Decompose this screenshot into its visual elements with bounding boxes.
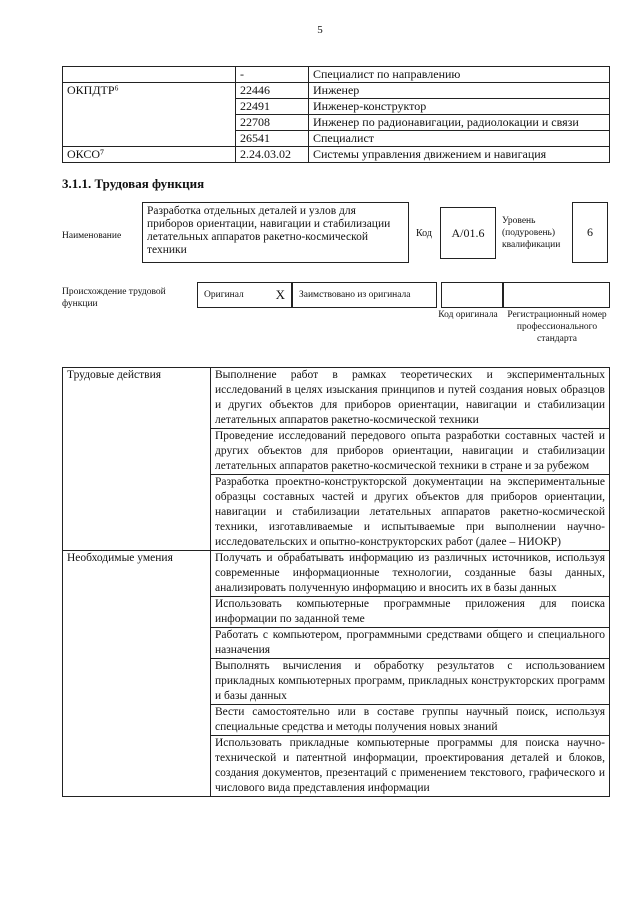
code-cell: 22491 — [236, 99, 309, 115]
registration-number-caption: Регистрационный номер профессионального стандарта — [507, 310, 607, 344]
function-details-table — [62, 367, 610, 797]
codes-table — [62, 66, 610, 163]
labor-action: Проведение исследований передового опыта разработки составных частей и других объектов для приборов ориентации, навигации и стабилизации летательных аппаратов ракетно-космической техники в стране и за рубежом — [211, 429, 610, 475]
original-code-cell — [441, 282, 503, 308]
required-skill: Получать и обрабатывать информацию из различных источников, используя современные информационные технологии, созданные базы данных, анализировать полученную информацию и вносить их в базы данных — [211, 551, 610, 597]
original-cell — [197, 282, 292, 308]
qualification-level: 6 — [572, 202, 608, 263]
name-cell: Инженер-конструктор — [309, 99, 610, 115]
code-cell: - — [236, 67, 309, 83]
name-cell: Специалист — [309, 131, 610, 147]
name-cell: Инженер — [309, 83, 610, 99]
section-title: 3.1.1. Трудовая функция — [62, 176, 205, 191]
required-skill: Использовать прикладные компьютерные программы для поиска научно-технической и патентной информации, проектирования деталей и блоков, создания документов, презентаций с применением текстового, графического и числового вида представления информации — [211, 736, 610, 797]
name-label: Наименование — [62, 231, 122, 241]
table-row — [63, 551, 610, 597]
page-number: 5 — [317, 24, 323, 36]
required-skill: Работать с компьютером, программными средствами общего и специального назначения — [211, 628, 610, 659]
code-cell: 2.24.03.02 — [236, 147, 309, 163]
labor-actions-header: Трудовые действия — [63, 368, 211, 551]
required-skill: Использовать компьютерные программные приложения для поиска информации по заданной теме — [211, 597, 610, 628]
code-cell: 26541 — [236, 131, 309, 147]
registration-number-cell — [503, 282, 610, 308]
classifier-cell: ОКСО⁷ — [63, 147, 236, 163]
table-row — [63, 67, 610, 83]
original-code-caption: Код оригинала — [438, 310, 498, 320]
table-row — [63, 368, 610, 429]
classifier-cell — [63, 67, 236, 83]
labor-action: Разработка проектно-конструкторской документации на экспериментальные образцы составных частей и других объектов для приборов ориентации, навигации и стабилизации летательных аппаратов ракетно-космической техники, изготавливаемые и испытываемые при выполнении научно-исследовательских и опытно-конструкторских работ (далее – НИОКР) — [211, 475, 610, 551]
labor-action: Выполнение работ в рамках теоретических и экспериментальных исследований в целях изыскания принципов и путей создания новых образцов и других объектов для приборов ориентации, навигации и стабилизации летательных аппаратов ракетно-космической техники — [211, 368, 610, 429]
original-label: Оригинал — [204, 290, 244, 300]
function-name: Разработка отдельных деталей и узлов для приборов ориентации, навигации и стабилизации летательных аппаратов ракетно-космической техники — [142, 202, 409, 263]
required-skill: Вести самостоятельно или в составе группы научный поиск, используя специальные средства и методы получения новых знаний — [211, 705, 610, 736]
classifier-cell: ОКПДТР⁶ — [63, 83, 236, 147]
borrowed-cell: Заимствовано из оригинала — [292, 282, 437, 308]
required-skills-header: Необходимые умения — [63, 551, 211, 797]
required-skill: Выполнять вычисления и обработку результатов с использованием прикладных компьютерных программ, прикладных конструкторских программ и базы данных — [211, 659, 610, 705]
table-row — [63, 147, 610, 163]
name-cell: Инженер по радионавигации, радиолокации и связи — [309, 115, 610, 131]
name-cell: Системы управления движением и навигация — [309, 147, 610, 163]
origin-label: Происхождение трудовой функции — [62, 287, 166, 309]
original-mark: X — [275, 287, 285, 302]
name-cell: Специалист по направлению — [309, 67, 610, 83]
table-row — [63, 83, 610, 99]
code-cell: 22446 — [236, 83, 309, 99]
function-code: A/01.6 — [440, 207, 496, 259]
code-label: Код — [416, 228, 432, 239]
code-cell: 22708 — [236, 115, 309, 131]
level-label: Уровень (подуровень) квалификации — [502, 216, 561, 250]
